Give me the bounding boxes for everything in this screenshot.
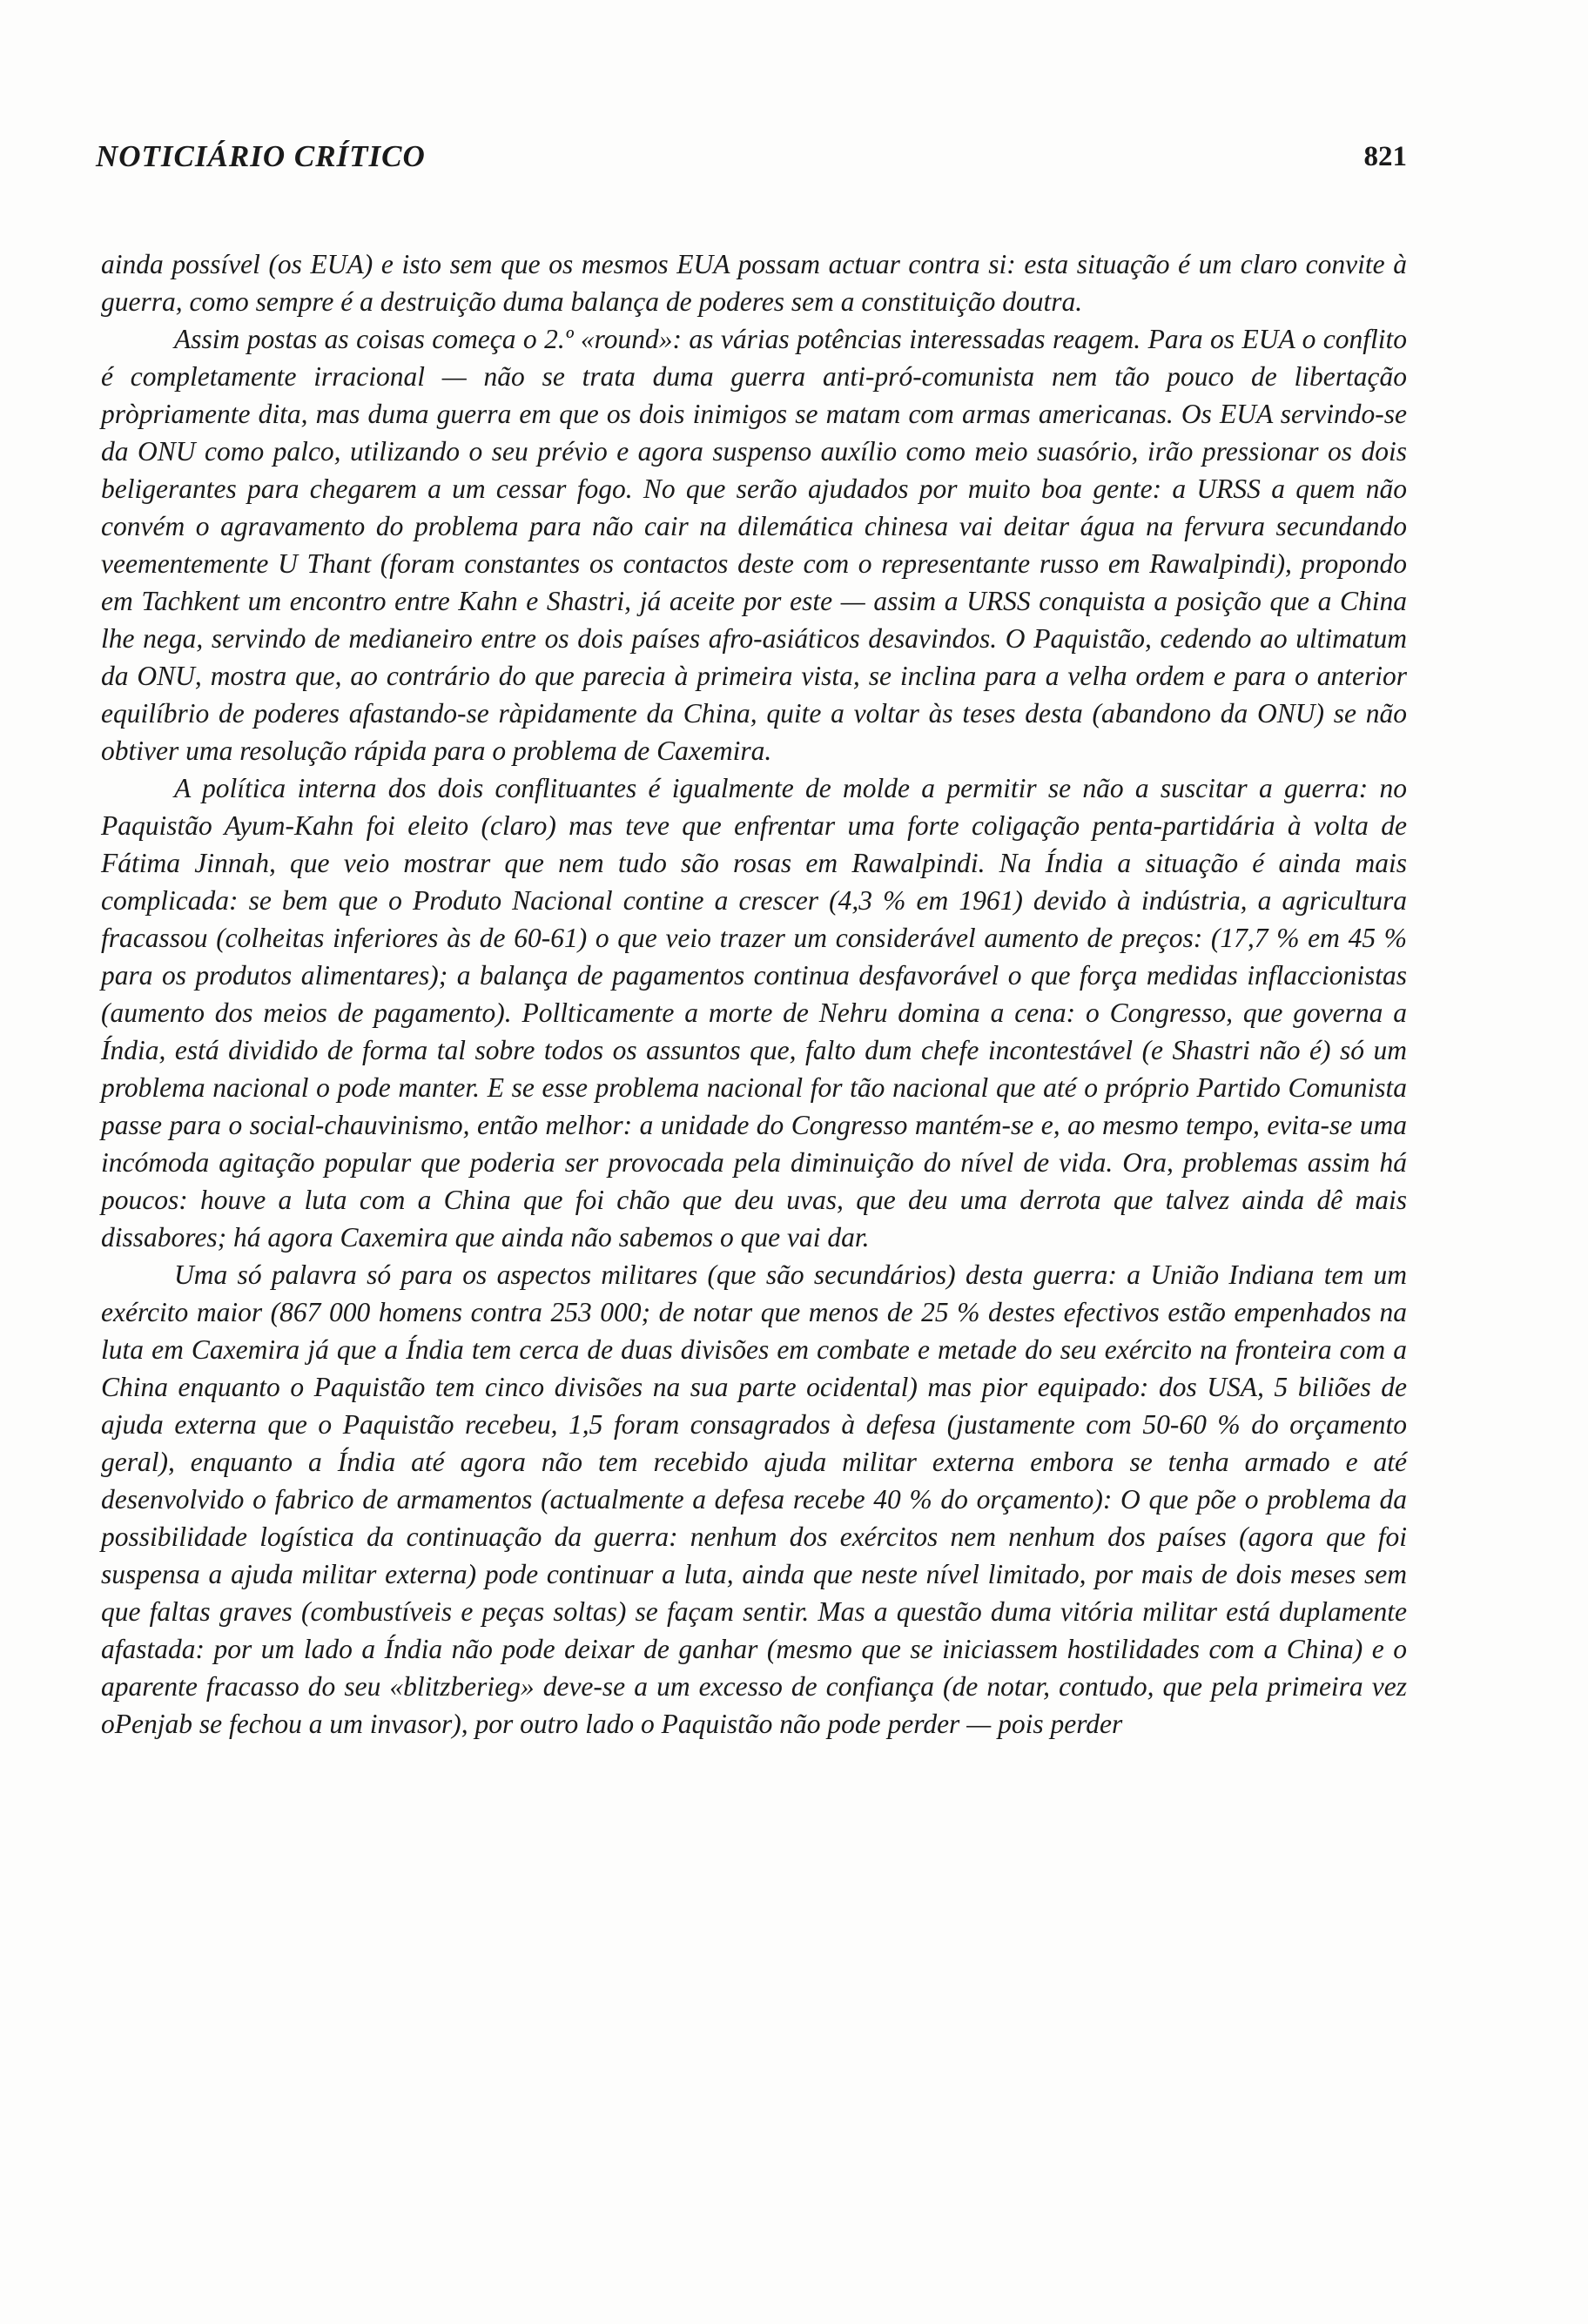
- running-title: NOTICIÁRIO CRÍTICO: [96, 139, 426, 173]
- page-header: [96, 139, 1407, 191]
- paragraph-4: Uma só palavra só para os aspectos militares (que são secundários) desta guerra: a União Indiana tem um exército maior (867 000 homens contra 253 000; de notar que menos de 25 % destes efectivos estão empenhados na luta em Caxemira já que a Índia tem cerca de duas divisões em combate e metade do seu exército na fronteira com a China enquanto o Paquistão tem cinco divisões na sua parte ocidental) mas pior equipado: dos USA, 5 biliões de ajuda externa que o Paquistão recebeu, 1,5 foram consagrados à defesa (justamente com 50-60 % do orçamento geral), enquanto a Índia até agora não tem recebido ajuda militar externa embora se tenha armado e até desenvolvido o fabrico de armamentos (actualmente a defesa recebe 40 % do orçamento): O que põe o problema da possibilidade logística da continuação da guerra: nenhum dos exércitos nem nenhum dos países (agora que foi suspensa a ajuda militar externa) pode continuar a luta, ainda que neste nível limitado, por mais de dois meses sem que faltas graves (combustíveis e peças soltas) se façam sentir. Mas a questão duma vitória militar está duplamente afastada: por um lado a Índia não pode deixar de ganhar (mesmo que se iniciassem hostilidades com a China) e o aparente fracasso do seu «blitzberieg» deve-se a um excesso de confiança (de notar, contudo, que pela primeira vez oPenjab se fechou a um invasor), por outro lado o Paquistão não pode perder — pois perder: [101, 1259, 1407, 1739]
- paragraph-2: Assim postas as coisas começa o 2.º «round»: as várias potências interessadas reagem. Para os EUA o conflito é completamente irracional — não se trata duma guerra anti-pró-comunista nem tão pouco de libertação pròpriamente dita, mas duma guerra em que os dois inimigos se matam com armas americanas. Os EUA servindo-se da ONU como palco, utilizando o seu prévio e agora suspenso auxílio como meio suasório, irão pressionar os dois beligerantes para chegarem a um cessar fogo. No que serão ajudados por muito boa gente: a URSS a quem não convém o agravamento do problema para não cair na dilemática chinesa vai deitar água na fervura secundando veementemente U Thant (foram constantes os contactos deste com o representante russo em Rawalpindi), propondo em Tachkent um encontro entre Kahn e Shastri, já aceite por este — assim a URSS conquista a posição que a China lhe nega, servindo de medianeiro entre os dois países afro-asiáticos desavindos. O Paquistão, cedendo ao ultimatum da ONU, mostra que, ao contrário do que parecia à primeira vista, se inclina para a velha ordem e para o anterior equilíbrio de poderes afastando-se ràpidamente da China, quite a voltar às teses desta (abandono da ONU) se não obtiver uma resolução rápida para o problema de Caxemira.: [101, 324, 1407, 766]
- article-body: [101, 245, 1407, 1743]
- paragraph-3: A política interna dos dois conflituantes é igualmente de molde a permitir se não a suscitar a guerra: no Paquistão Ayum-Kahn foi eleito (claro) mas teve que enfrentar uma forte coligação penta-partidária à volta de Fátima Jinnah, que veio mostrar que nem tudo são rosas em Rawalpindi. Na Índia a situação é ainda mais complicada: se bem que o Produto Nacional contine a crescer (4,3 % em 1961) devido à indústria, a agricultura fracassou (colheitas inferiores às de 60-61) o que veio trazer um considerável aumento de preços: (17,7 % em 45 % para os produtos alimentares); a balança de pagamentos continua desfavorável o que força medidas inflaccionistas (aumento dos meios de pagamento). Pollticamente a morte de Nehru domina a cena: o Congresso, que governa a Índia, está dividido de forma tal sobre todos os assuntos que, falto dum chefe incontestável (e Shastri não é) só um problema nacional o pode manter. E se esse problema nacional for tão nacional que até o próprio Partido Comunista passe para o social-chauvinismo, então melhor: a unidade do Congresso mantém-se e, ao mesmo tempo, evita-se uma incómoda agitação popular que poderia ser provocada pela diminuição do nível de vida. Ora, problemas assim há poucos: houve a luta com a China que foi chão que deu uvas, que deu uma derrota que talvez ainda dê mais dissabores; há agora Caxemira que ainda não sabemos o que vai dar.: [101, 773, 1407, 1253]
- page-number: 821: [1363, 141, 1407, 172]
- paragraph-1: ainda possível (os EUA) e isto sem que os mesmos EUA possam actuar contra si: esta situação é um claro convite à guerra, como sempre é a destruição duma balança de poderes sem a constituição doutra.: [101, 249, 1407, 317]
